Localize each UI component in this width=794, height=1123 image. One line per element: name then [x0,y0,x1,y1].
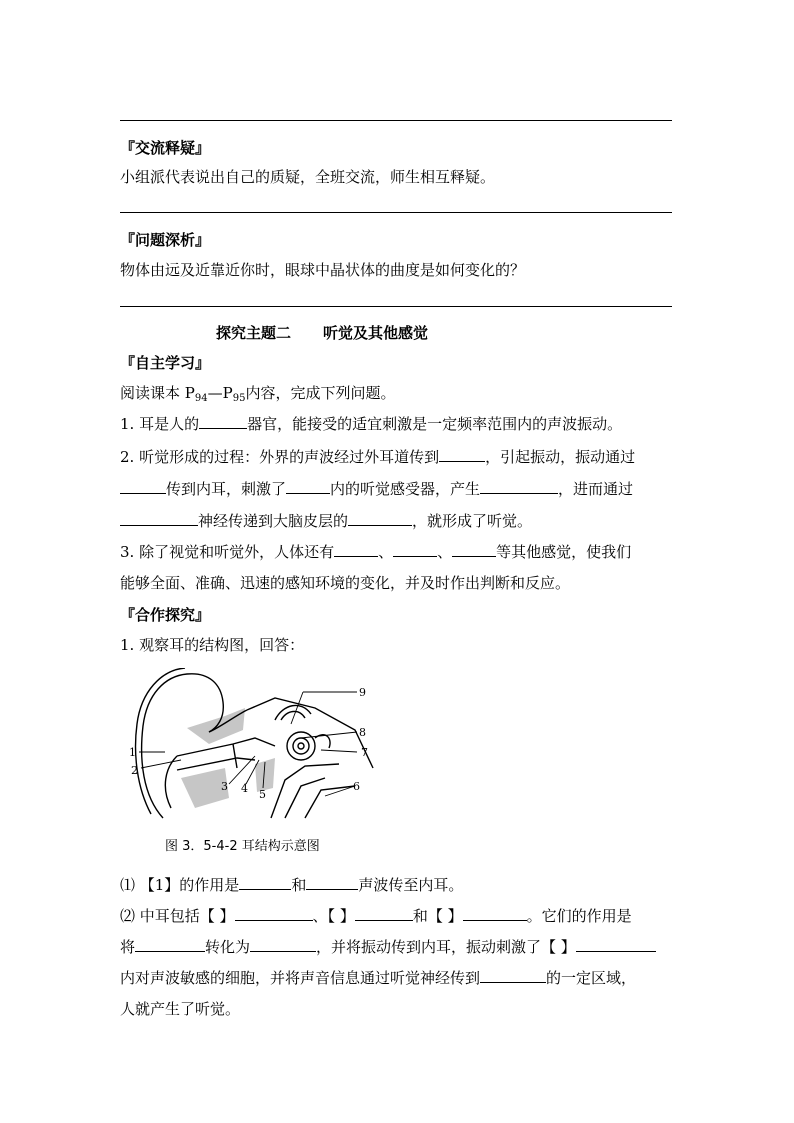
blank-q1[interactable] [199,414,247,429]
figure-caption: 图 3．5-4-2 耳结构示意图 [165,839,320,854]
cooperative-question-1: 1. 观察耳的结构图，回答： [120,636,305,654]
ear-label-3: 3 [221,780,228,793]
blank-p2-4[interactable] [135,937,205,952]
part-1: ⑴ 【1】的作用是 和 声波传至内耳。 [120,876,464,894]
topic-name: 听觉及其他感觉 [323,324,429,342]
section-title-exchange: 『交流释疑』 [120,139,211,157]
question-3-line-1: 3. 除了视觉和听觉外，人体还有 、 、 等其他感觉，使我们 [120,543,632,561]
reading-instruction: 阅读课本 $P_{94}—P_{95}$内容，完成下列问题。 [120,384,396,404]
blank-q3-2[interactable] [393,542,437,557]
part-2-line-1: ⑵ 中耳包括【 】 、【 】 和【 】 。它们的作用是 [120,907,632,925]
question-2-line-1: 2. 听觉形成的过程：外界的声波经过外耳道传到 ，引起振动，振动通过 [120,448,636,466]
blank-p2-3[interactable] [463,906,527,921]
divider-3 [120,306,672,307]
section-title-cooperative: 『合作探究』 [120,606,211,624]
blank-q2-4[interactable] [480,479,558,494]
question-1: 1. 耳是人的 器官，能接受的适宜刺激是一定频率范围内的声波振动。 [120,415,623,433]
ear-label-5: 5 [259,788,266,801]
blank-q3-1[interactable] [334,542,378,557]
part-2-line-3: 内对声波敏感的细胞，并将声音信息通过听觉神经传到 的一定区域， [120,969,637,987]
blank-q2-5[interactable] [120,511,198,526]
blank-p2-6[interactable] [576,937,656,952]
topic-label: 探究主题二 [216,324,292,342]
blank-q2-2[interactable] [120,479,166,494]
ear-label-6: 6 [353,780,360,793]
question-2-line-3: 神经传递到大脑皮层的 ，就形成了听觉。 [120,510,532,531]
blank-p2-7[interactable] [480,968,546,983]
ear-label-8: 8 [359,726,366,739]
question-2-line-2: 传到内耳，刺激了 内的听觉感受器，产生 ，进而通过 [120,478,633,499]
part-2-line-2: 将 转化为 ，并将振动传到内耳，振动刺激了【 】 [120,936,656,957]
blank-q2-1[interactable] [439,447,485,462]
part-2-line-4: 人就产生了听觉。 [120,1000,241,1018]
blank-p2-2[interactable] [355,906,413,921]
blank-q3-3[interactable] [452,542,496,557]
blank-p2-1[interactable] [235,906,313,921]
ear-label-1: 1 [129,746,136,759]
exchange-text: 小组派代表说出自己的质疑，全班交流，师生相互释疑。 [120,168,496,186]
blank-p2-5[interactable] [250,937,316,952]
blank-p1-2[interactable] [306,875,358,890]
divider-2 [120,212,672,213]
ear-label-2: 2 [131,764,138,777]
blank-p1-1[interactable] [239,875,291,890]
analysis-question: 物体由远及近靠近你时，眼球中晶状体的曲度是如何变化的？ [120,261,526,279]
ear-label-4: 4 [241,782,248,795]
section-title-self-study: 『自主学习』 [120,354,211,372]
question-3-line-2: 能够全面、准确、迅速的感知环境的变化，并及时作出判断和反应。 [120,574,571,592]
section-title-analysis: 『问题深析』 [120,231,211,249]
topic-heading [216,322,428,343]
ear-label-7: 7 [361,746,368,759]
blank-q2-6[interactable] [348,511,412,526]
blank-q2-3[interactable] [286,479,330,494]
ear-structure-diagram [125,668,385,828]
ear-label-9: 9 [359,686,366,699]
divider-1 [120,120,672,121]
